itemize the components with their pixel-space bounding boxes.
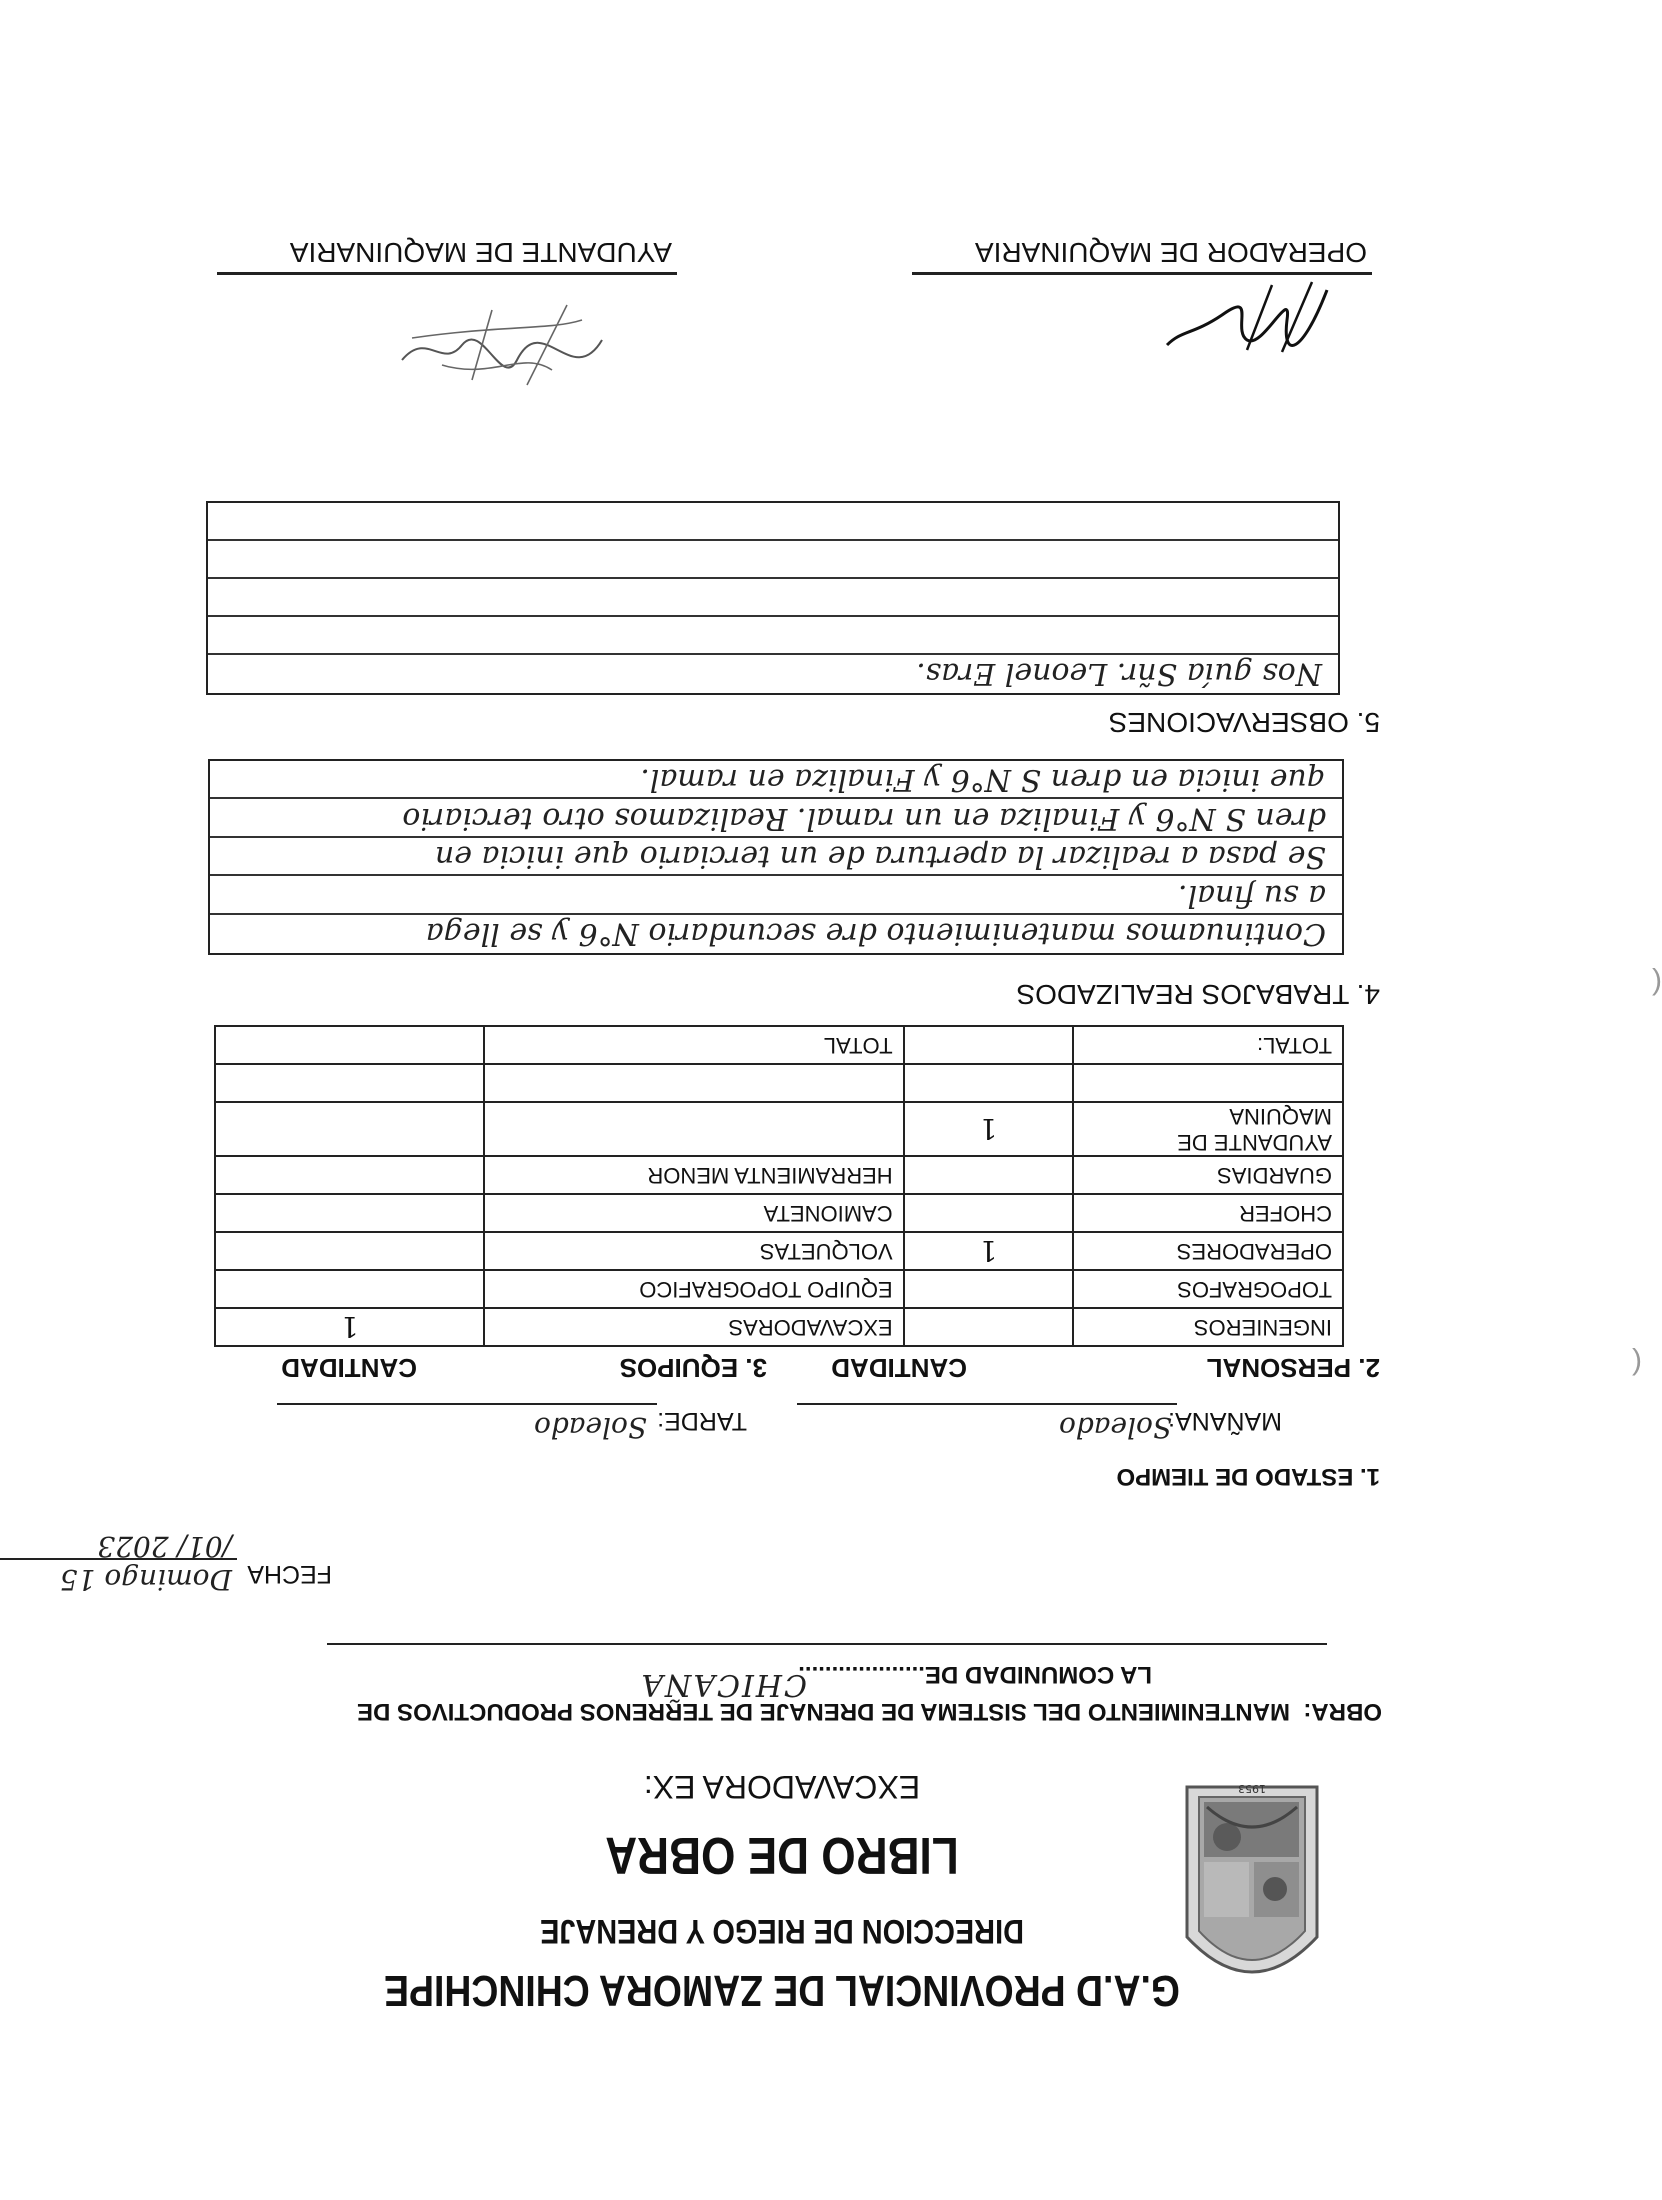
personal-qty-cell — [904, 1156, 1074, 1194]
obra-line1: OBRA: MANTENIMIENTO DEL SISTEMA DE DRENAJE DE TERRENOS PRODUCTIVOS DE — [357, 1698, 1382, 1725]
personal-qty-cell: 1 — [904, 1232, 1074, 1270]
personal-cell: AYUDANTE DE MAQUINA — [1073, 1102, 1343, 1156]
equipo-cell — [484, 1064, 903, 1102]
equipo-qty-cell — [215, 1232, 484, 1270]
personal-qty-cell: 1 — [904, 1102, 1074, 1156]
department-title: DIRECCION DE RIEGO Y DRENAJE — [540, 1912, 1024, 1950]
table-row — [215, 1308, 1343, 1346]
equipo-qty-cell — [215, 1102, 484, 1156]
ruled-line — [208, 653, 1338, 655]
table-row — [215, 1102, 1343, 1156]
helper-label: AYUDANTE DE MAQUINARIA — [289, 237, 672, 268]
handwritten-line: dren S N°6 y Finaliza en un ramal. Realizamos otro terciario — [402, 800, 1326, 836]
equipo-cell: EXCAVADORAS — [484, 1308, 903, 1346]
equipo-cell: EQUIPO TOPOGRAFICO — [484, 1270, 903, 1308]
ruled-line — [210, 836, 1342, 838]
book-title: LIBRO DE OBRA — [605, 1826, 959, 1884]
operator-signature-line — [912, 272, 1372, 275]
table-row — [215, 1270, 1343, 1308]
personal-qty-cell — [904, 1308, 1074, 1346]
personal-cell — [1073, 1064, 1343, 1102]
operator-signature — [1152, 275, 1342, 360]
equipo-qty-cell — [215, 1194, 484, 1232]
personal-equipos-table — [214, 1025, 1344, 1347]
observaciones-box — [206, 501, 1340, 695]
fecha-label: FECHA — [247, 1560, 332, 1588]
org-title: G.A.D PROVINCIAL DE ZAMORA CHINCHIPE — [384, 1966, 1180, 2015]
personal-cell: OPERADORES — [1073, 1232, 1343, 1270]
helper-signature-line — [217, 272, 677, 275]
manana-underline — [797, 1403, 1177, 1405]
section4-title: 4. TRABAJOS REALIZADOS — [1016, 979, 1380, 1010]
tarde-label: TARDE: — [657, 1407, 747, 1435]
table-row — [215, 1194, 1343, 1232]
equipo-qty-cell: 1 — [215, 1308, 484, 1346]
tarde-value: Soleado — [533, 1411, 647, 1444]
obra-line2: LA COMUNIDAD DE................... — [798, 1661, 1152, 1688]
fecha-value: Domingo 15 /01/ 2023 — [59, 1530, 232, 1596]
machine-label: EXCAVADORA EX: — [643, 1769, 921, 1805]
ruled-line — [208, 577, 1338, 579]
scan-mark: ( — [1632, 1347, 1642, 1380]
handwritten-line: Continuamos mantenimiento dre secundario N°6 y se llega — [425, 916, 1326, 951]
scan-mark: ( — [1652, 967, 1662, 1000]
community-value: CHICAÑA — [639, 1667, 807, 1702]
personal-cell: INGENIEROS — [1073, 1308, 1343, 1346]
personal-qty-cell — [904, 1270, 1074, 1308]
equipo-cell: VOLQUETAS — [484, 1232, 903, 1270]
fecha-underline — [0, 1558, 237, 1560]
personal-cell: TOPOGRAFOS — [1073, 1270, 1343, 1308]
personal-qty-cell — [904, 1064, 1074, 1102]
personal-cell: TOTAL: — [1073, 1026, 1343, 1064]
equipo-qty-cell — [215, 1156, 484, 1194]
equipo-qty-cell — [215, 1270, 484, 1308]
trabajos-box — [208, 759, 1344, 955]
handwritten-line: que inicia en dren S N°6 y Finaliza en ramal. — [640, 762, 1326, 798]
section2-qty-header: CANTIDAD — [831, 1353, 967, 1383]
handwritten-line: Nos guía Sñr. Leonel Eras. — [916, 656, 1322, 691]
svg-text:1953: 1953 — [1238, 1782, 1266, 1795]
personal-qty-cell — [904, 1026, 1074, 1064]
equipo-qty-cell — [215, 1026, 484, 1064]
manana-value: Soleado — [1058, 1411, 1172, 1444]
equipo-cell: TOTAL — [484, 1026, 903, 1064]
handwritten-line: a su final. — [1177, 877, 1326, 913]
ruled-line — [210, 797, 1342, 799]
section5-title: 5. OBSERVACIONES — [1108, 707, 1380, 738]
equipo-cell: HERRAMIENTA MENOR — [484, 1156, 903, 1194]
personal-cell: GUARDIAS — [1073, 1156, 1343, 1194]
table-row — [215, 1064, 1343, 1102]
section3-title: 3. EQUIPOS — [619, 1353, 767, 1383]
manana-label: MAÑANA: — [1168, 1407, 1282, 1435]
equipo-cell: CAMIONETA — [484, 1194, 903, 1232]
personal-qty-cell — [904, 1194, 1074, 1232]
tarde-underline — [277, 1403, 657, 1405]
ruled-line — [208, 539, 1338, 541]
section3-qty-header: CANTIDAD — [281, 1353, 417, 1383]
table-row — [215, 1232, 1343, 1270]
divider-line — [327, 1643, 1327, 1645]
equipo-cell — [484, 1102, 903, 1156]
ruled-line — [210, 913, 1342, 915]
helper-signature — [392, 290, 612, 400]
section2-title: 2. PERSONAL — [1206, 1353, 1380, 1383]
section1-title: 1. ESTADO DE TIEMPO — [1116, 1463, 1380, 1490]
ruled-line — [208, 615, 1338, 617]
table-row — [215, 1156, 1343, 1194]
ruled-line — [210, 874, 1342, 876]
handwritten-line: Se pasa a realizar la apertura de un terciario que inicia en — [434, 839, 1326, 875]
table-row — [215, 1026, 1343, 1064]
operator-label: OPERADOR DE MAQUINARIA — [974, 237, 1367, 268]
equipo-qty-cell — [215, 1064, 484, 1102]
personal-cell: CHOFER — [1073, 1194, 1343, 1232]
